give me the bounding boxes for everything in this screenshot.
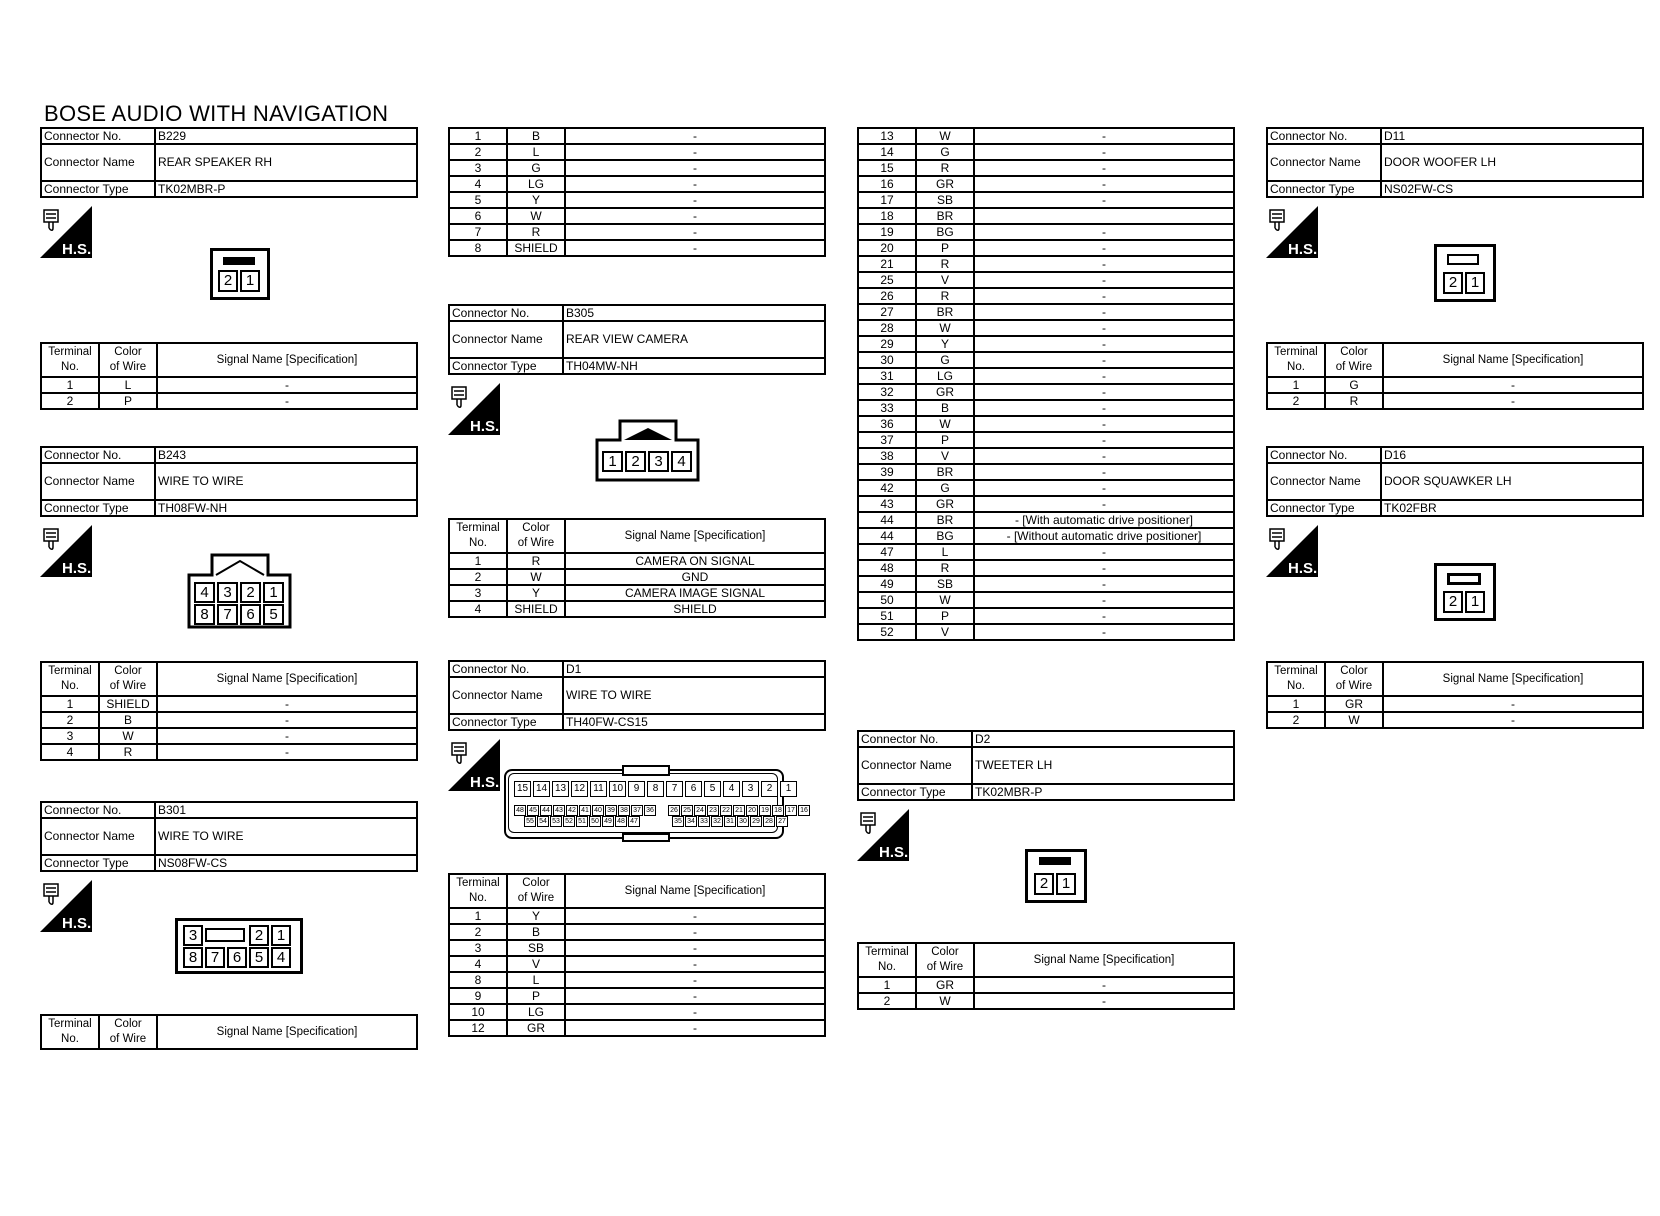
pin: 4 — [194, 582, 215, 603]
table-row: 2 W - — [858, 993, 1234, 1009]
table-row: 1 Y - — [449, 908, 825, 924]
connector-type-value: TK02MBR-P — [972, 784, 1234, 800]
table-row: 1 GR - — [1267, 696, 1643, 712]
pin: 19 — [759, 805, 771, 816]
table-row: 26 R - — [858, 288, 1234, 304]
connector-type-value: TK02FBR — [1381, 500, 1643, 516]
svg-text:H.S.: H.S. — [62, 241, 92, 258]
pin: 13 — [552, 781, 569, 797]
connector-b305-info: Connector No. B305 Connector Name REAR VIEW CAMERA Connector Type TH04MW-NH — [448, 304, 826, 375]
table-row: 10 LG - — [449, 1004, 825, 1020]
table-row: 2 P - — [41, 393, 417, 409]
table-row: 47 L - — [858, 544, 1234, 560]
table-row: 43 GR - — [858, 496, 1234, 512]
pin: 4 — [271, 947, 291, 968]
harness-side-icon — [40, 880, 92, 932]
table-row: 14 G - — [858, 144, 1234, 160]
pin: 31 — [724, 816, 736, 827]
pin: 42 — [566, 805, 578, 816]
pin: 53 — [550, 816, 562, 827]
pin: 8 — [647, 781, 664, 797]
connector-face-d16 — [1434, 563, 1498, 623]
harness-side-icon — [40, 206, 92, 258]
pin: 49 — [602, 816, 614, 827]
table-row: 2 R - — [1267, 393, 1643, 409]
table-row: 2 B - — [449, 924, 825, 940]
connector-no-value: B305 — [563, 305, 825, 321]
pin: 48 — [514, 805, 526, 816]
table-row: 4 LG - — [449, 176, 825, 192]
table-row: 4 R - — [41, 744, 417, 760]
table-row: 29 Y - — [858, 336, 1234, 352]
pin: 1 — [780, 781, 797, 797]
table-row: 2 W GND — [449, 569, 825, 585]
connector-no-value: B229 — [155, 128, 417, 144]
table-row: 8 SHIELD - — [449, 240, 825, 256]
connector-b229-info — [40, 127, 418, 198]
label-connector-name: Connector Name — [41, 144, 155, 181]
table-row: 21 R - — [858, 256, 1234, 272]
pin: 1 — [1056, 873, 1076, 895]
connector-name-value: REAR SPEAKER RH — [155, 144, 417, 181]
pin: 1 — [1465, 272, 1485, 294]
connector-d1-info: Connector No. D1 Connector Name WIRE TO WIRE Connector Type TH40FW-CS15 — [448, 660, 826, 731]
pin: 50 — [589, 816, 601, 827]
table-row: 33 B - — [858, 400, 1234, 416]
connector-d2-info: Connector No. D2 Connector Name TWEETER LH Connector Type TK02MBR-P — [857, 730, 1235, 801]
pin: 16 — [798, 805, 810, 816]
pin: 34 — [685, 816, 697, 827]
pin: 1 — [1465, 591, 1485, 613]
pin: 14 — [533, 781, 550, 797]
table-row: 44 BR - [With automatic drive positioner] — [858, 512, 1234, 528]
pin: 12 — [571, 781, 588, 797]
pin: 22 — [720, 805, 732, 816]
connector-name-value: WIRE TO WIRE — [563, 677, 825, 714]
table-row: 3 Y CAMERA IMAGE SIGNAL — [449, 585, 825, 601]
harness-side-icon — [1266, 525, 1318, 577]
table-row: 1 GR - — [858, 977, 1234, 993]
pin: 5 — [263, 604, 284, 625]
connector-face-d2 — [1025, 849, 1089, 905]
pin: 1 — [271, 925, 291, 946]
pin: 4 — [671, 451, 692, 472]
connector-no-value: D1 — [563, 661, 825, 677]
table-row: 4 SHIELD SHIELD — [449, 601, 825, 617]
connector-type-value: NS08FW-CS — [155, 855, 417, 871]
connector-d11-info: Connector No. D11 Connector Name DOOR WOOFER LH Connector Type NS02FW-CS — [1266, 127, 1644, 198]
table-row: 20 P - — [858, 240, 1234, 256]
label-connector-type: Connector Type — [41, 181, 155, 197]
connector-name-value: DOOR SQUAWKER LH — [1381, 463, 1643, 500]
pin: 41 — [579, 805, 591, 816]
pin: 8 — [194, 604, 215, 625]
connector-b305-terminals: Terminal No. Color of Wire Signal Name [Specification] 1 R CAMERA ON SIGNAL 2 W GND 3 Y CAMERA IMAGE SIGNAL 4 SHIELD SHIELD — [448, 518, 826, 618]
pin: 54 — [537, 816, 549, 827]
pin: 36 — [644, 805, 656, 816]
label-connector-no: Connector No. — [41, 128, 155, 144]
pin: 37 — [631, 805, 643, 816]
table-row: 16 GR - — [858, 176, 1234, 192]
pin: 15 — [514, 781, 531, 797]
table-row: 18 BR — [858, 208, 1234, 224]
connector-name-value: WIRE TO WIRE — [155, 818, 417, 855]
pin: 25 — [681, 805, 693, 816]
pin: 7 — [205, 947, 225, 968]
connector-no-value: B301 — [155, 802, 417, 818]
table-row: 51 P - — [858, 608, 1234, 624]
pin: 8 — [183, 947, 203, 968]
svg-text:H.S.: H.S. — [1288, 241, 1318, 258]
connector-name-value: TWEETER LH — [972, 747, 1234, 784]
connector-face-d1 — [504, 765, 808, 841]
pin: 48 — [615, 816, 627, 827]
pin: 40 — [592, 805, 604, 816]
pin: 33 — [698, 816, 710, 827]
header-terminal-no: Terminal No. — [41, 343, 99, 377]
harness-side-icon — [448, 383, 500, 435]
header-color-of-wire: Color of Wire — [99, 343, 157, 377]
harness-side-icon — [448, 739, 500, 791]
table-row: 38 V - — [858, 448, 1234, 464]
table-row: 36 W - — [858, 416, 1234, 432]
pin: 27 — [776, 816, 788, 827]
table-row: 28 W - — [858, 320, 1234, 336]
harness-side-icon — [40, 525, 92, 577]
table-row: 3 W - — [41, 728, 417, 744]
connector-name-value: WIRE TO WIRE — [155, 463, 417, 500]
pin: 7 — [666, 781, 683, 797]
connector-no-value: D2 — [972, 731, 1234, 747]
pin: 32 — [711, 816, 723, 827]
connector-no-value: B243 — [155, 447, 417, 463]
pin: 18 — [772, 805, 784, 816]
table-row: 30 G - — [858, 352, 1234, 368]
connector-name-value: REAR VIEW CAMERA — [563, 321, 825, 358]
svg-text:H.S.: H.S. — [62, 560, 92, 577]
table-row: 31 LG - — [858, 368, 1234, 384]
table-row: 39 BR - — [858, 464, 1234, 480]
pin: 43 — [553, 805, 565, 816]
pin: 6 — [227, 947, 247, 968]
table-row: 4 V - — [449, 956, 825, 972]
table-row: 1 R CAMERA ON SIGNAL — [449, 553, 825, 569]
table-row: 2 L - — [449, 144, 825, 160]
connector-d16-terminals: Terminal No. Color of Wire Signal Name [Specification] 1 GR - 2 W - — [1266, 661, 1644, 729]
table-row: 8 L - — [449, 972, 825, 988]
connector-d2-terminals: Terminal No. Color of Wire Signal Name [Specification] 1 GR - 2 W - — [857, 942, 1235, 1010]
pin: 20 — [746, 805, 758, 816]
connector-b301-terminals-continued — [448, 127, 826, 257]
pin: 23 — [707, 805, 719, 816]
table-row: 25 V - — [858, 272, 1234, 288]
pin: 6 — [240, 604, 261, 625]
pin: 5 — [249, 947, 269, 968]
table-row: 12 GR - — [449, 1020, 825, 1036]
table-row: 48 R - — [858, 560, 1234, 576]
table-row: 15 R - — [858, 160, 1234, 176]
pin: 2 — [249, 925, 269, 946]
pin: 2 — [625, 451, 646, 472]
pin: 3 — [183, 925, 203, 946]
table-row: 2 W - — [1267, 712, 1643, 728]
table-row: 1 B - — [449, 128, 825, 144]
pin: 5 — [704, 781, 721, 797]
pin: 1 — [263, 582, 284, 603]
connector-b301-terminals: Terminal No. Color of Wire Signal Name [Specification] — [40, 1014, 418, 1050]
connector-b243-info: Connector No. B243 Connector Name WIRE TO WIRE Connector Type TH08FW-NH — [40, 446, 418, 517]
table-row: 1 SHIELD - — [41, 696, 417, 712]
pin: 3 — [648, 451, 669, 472]
connector-b301-info: Connector No. B301 Connector Name WIRE TO WIRE Connector Type NS08FW-CS — [40, 801, 418, 872]
connector-d1-terminals-continued — [857, 127, 1235, 641]
connector-type-value: TK02MBR-P — [155, 181, 417, 197]
table-row: 6 W - — [449, 208, 825, 224]
pin: 2 — [240, 582, 261, 603]
pin: 1 — [602, 451, 623, 472]
svg-text:H.S.: H.S. — [470, 418, 500, 435]
pin: 11 — [590, 781, 607, 797]
connector-b229-terminals — [40, 342, 418, 410]
pin: 1 — [240, 270, 260, 292]
pin: 55 — [524, 816, 536, 827]
pin: 24 — [694, 805, 706, 816]
pin: 2 — [1443, 591, 1463, 613]
pin: 28 — [763, 816, 775, 827]
connector-d1-terminals: Terminal No. Color of Wire Signal Name [Specification] 1 Y - 2 B - 3 SB - 4 V - 8 L - 9 P - 10 LG - 12 GR - — [448, 873, 826, 1037]
connector-d11-terminals: Terminal No. Color of Wire Signal Name [Specification] 1 G - 2 R - — [1266, 342, 1644, 410]
pin: 10 — [609, 781, 626, 797]
table-row: 44 BG - [Without automatic drive positioner] — [858, 528, 1234, 544]
table-row: 1 L - — [41, 377, 417, 393]
connector-face-b305 — [594, 418, 702, 484]
pin: 29 — [750, 816, 762, 827]
pin: 6 — [685, 781, 702, 797]
pin: 35 — [672, 816, 684, 827]
connector-d16-info: Connector No. D16 Connector Name DOOR SQUAWKER LH Connector Type TK02FBR — [1266, 446, 1644, 517]
pin: 4 — [723, 781, 740, 797]
connector-no-value: D11 — [1381, 128, 1643, 144]
pin: 7 — [217, 604, 238, 625]
pin: 30 — [737, 816, 749, 827]
pin: 52 — [563, 816, 575, 827]
connector-face-b229 — [210, 248, 270, 300]
table-row: 17 SB - — [858, 192, 1234, 208]
table-row: 3 SB - — [449, 940, 825, 956]
table-row: 49 SB - — [858, 576, 1234, 592]
svg-text:H.S.: H.S. — [470, 774, 500, 791]
pin: 26 — [668, 805, 680, 816]
connector-type-value: TH04MW-NH — [563, 358, 825, 374]
table-row: 2 B - — [41, 712, 417, 728]
pin: 3 — [742, 781, 759, 797]
table-row: 50 W - — [858, 592, 1234, 608]
table-row: 5 Y - — [449, 192, 825, 208]
svg-text:H.S.: H.S. — [879, 844, 909, 861]
table-row: 3 G - — [449, 160, 825, 176]
svg-text:H.S.: H.S. — [62, 915, 92, 932]
pin: 39 — [605, 805, 617, 816]
table-row: 1 G - — [1267, 377, 1643, 393]
pin: 2 — [218, 270, 238, 292]
table-row: 42 G - — [858, 480, 1234, 496]
connector-face-b301 — [175, 918, 305, 976]
pin: 3 — [217, 582, 238, 603]
table-row: 9 P - — [449, 988, 825, 1004]
pin: 17 — [785, 805, 797, 816]
connector-no-value: D16 — [1381, 447, 1643, 463]
connector-type-value: TH08FW-NH — [155, 500, 417, 516]
page-title: BOSE AUDIO WITH NAVIGATION — [44, 101, 389, 126]
connector-type-value: TH40FW-CS15 — [563, 714, 825, 730]
pin: 21 — [733, 805, 745, 816]
pin: 45 — [527, 805, 539, 816]
connector-name-value: DOOR WOOFER LH — [1381, 144, 1643, 181]
pin: 2 — [761, 781, 778, 797]
table-row: 32 GR - — [858, 384, 1234, 400]
connector-b243-terminals: Terminal No. Color of Wire Signal Name [Specification] 1 SHIELD - 2 B - 3 W - 4 R - — [40, 661, 418, 761]
connector-face-b243 — [186, 551, 294, 631]
table-row: 19 BG - — [858, 224, 1234, 240]
svg-text:H.S.: H.S. — [1288, 560, 1318, 577]
pin: 51 — [576, 816, 588, 827]
pin: 38 — [618, 805, 630, 816]
harness-side-icon — [857, 809, 909, 861]
table-row: 37 P - — [858, 432, 1234, 448]
harness-side-icon — [1266, 206, 1318, 258]
pin: 2 — [1443, 272, 1463, 294]
pin: 44 — [540, 805, 552, 816]
table-row: 13 W - — [858, 128, 1234, 144]
connector-type-value: NS02FW-CS — [1381, 181, 1643, 197]
table-row: 52 V - — [858, 624, 1234, 640]
pin: 2 — [1034, 873, 1054, 895]
pin: 9 — [628, 781, 645, 797]
table-row: 7 R - — [449, 224, 825, 240]
table-row: 27 BR - — [858, 304, 1234, 320]
header-signal-name: Signal Name [Specification] — [157, 343, 417, 377]
connector-face-d11 — [1434, 244, 1498, 304]
pin: 47 — [628, 816, 640, 827]
